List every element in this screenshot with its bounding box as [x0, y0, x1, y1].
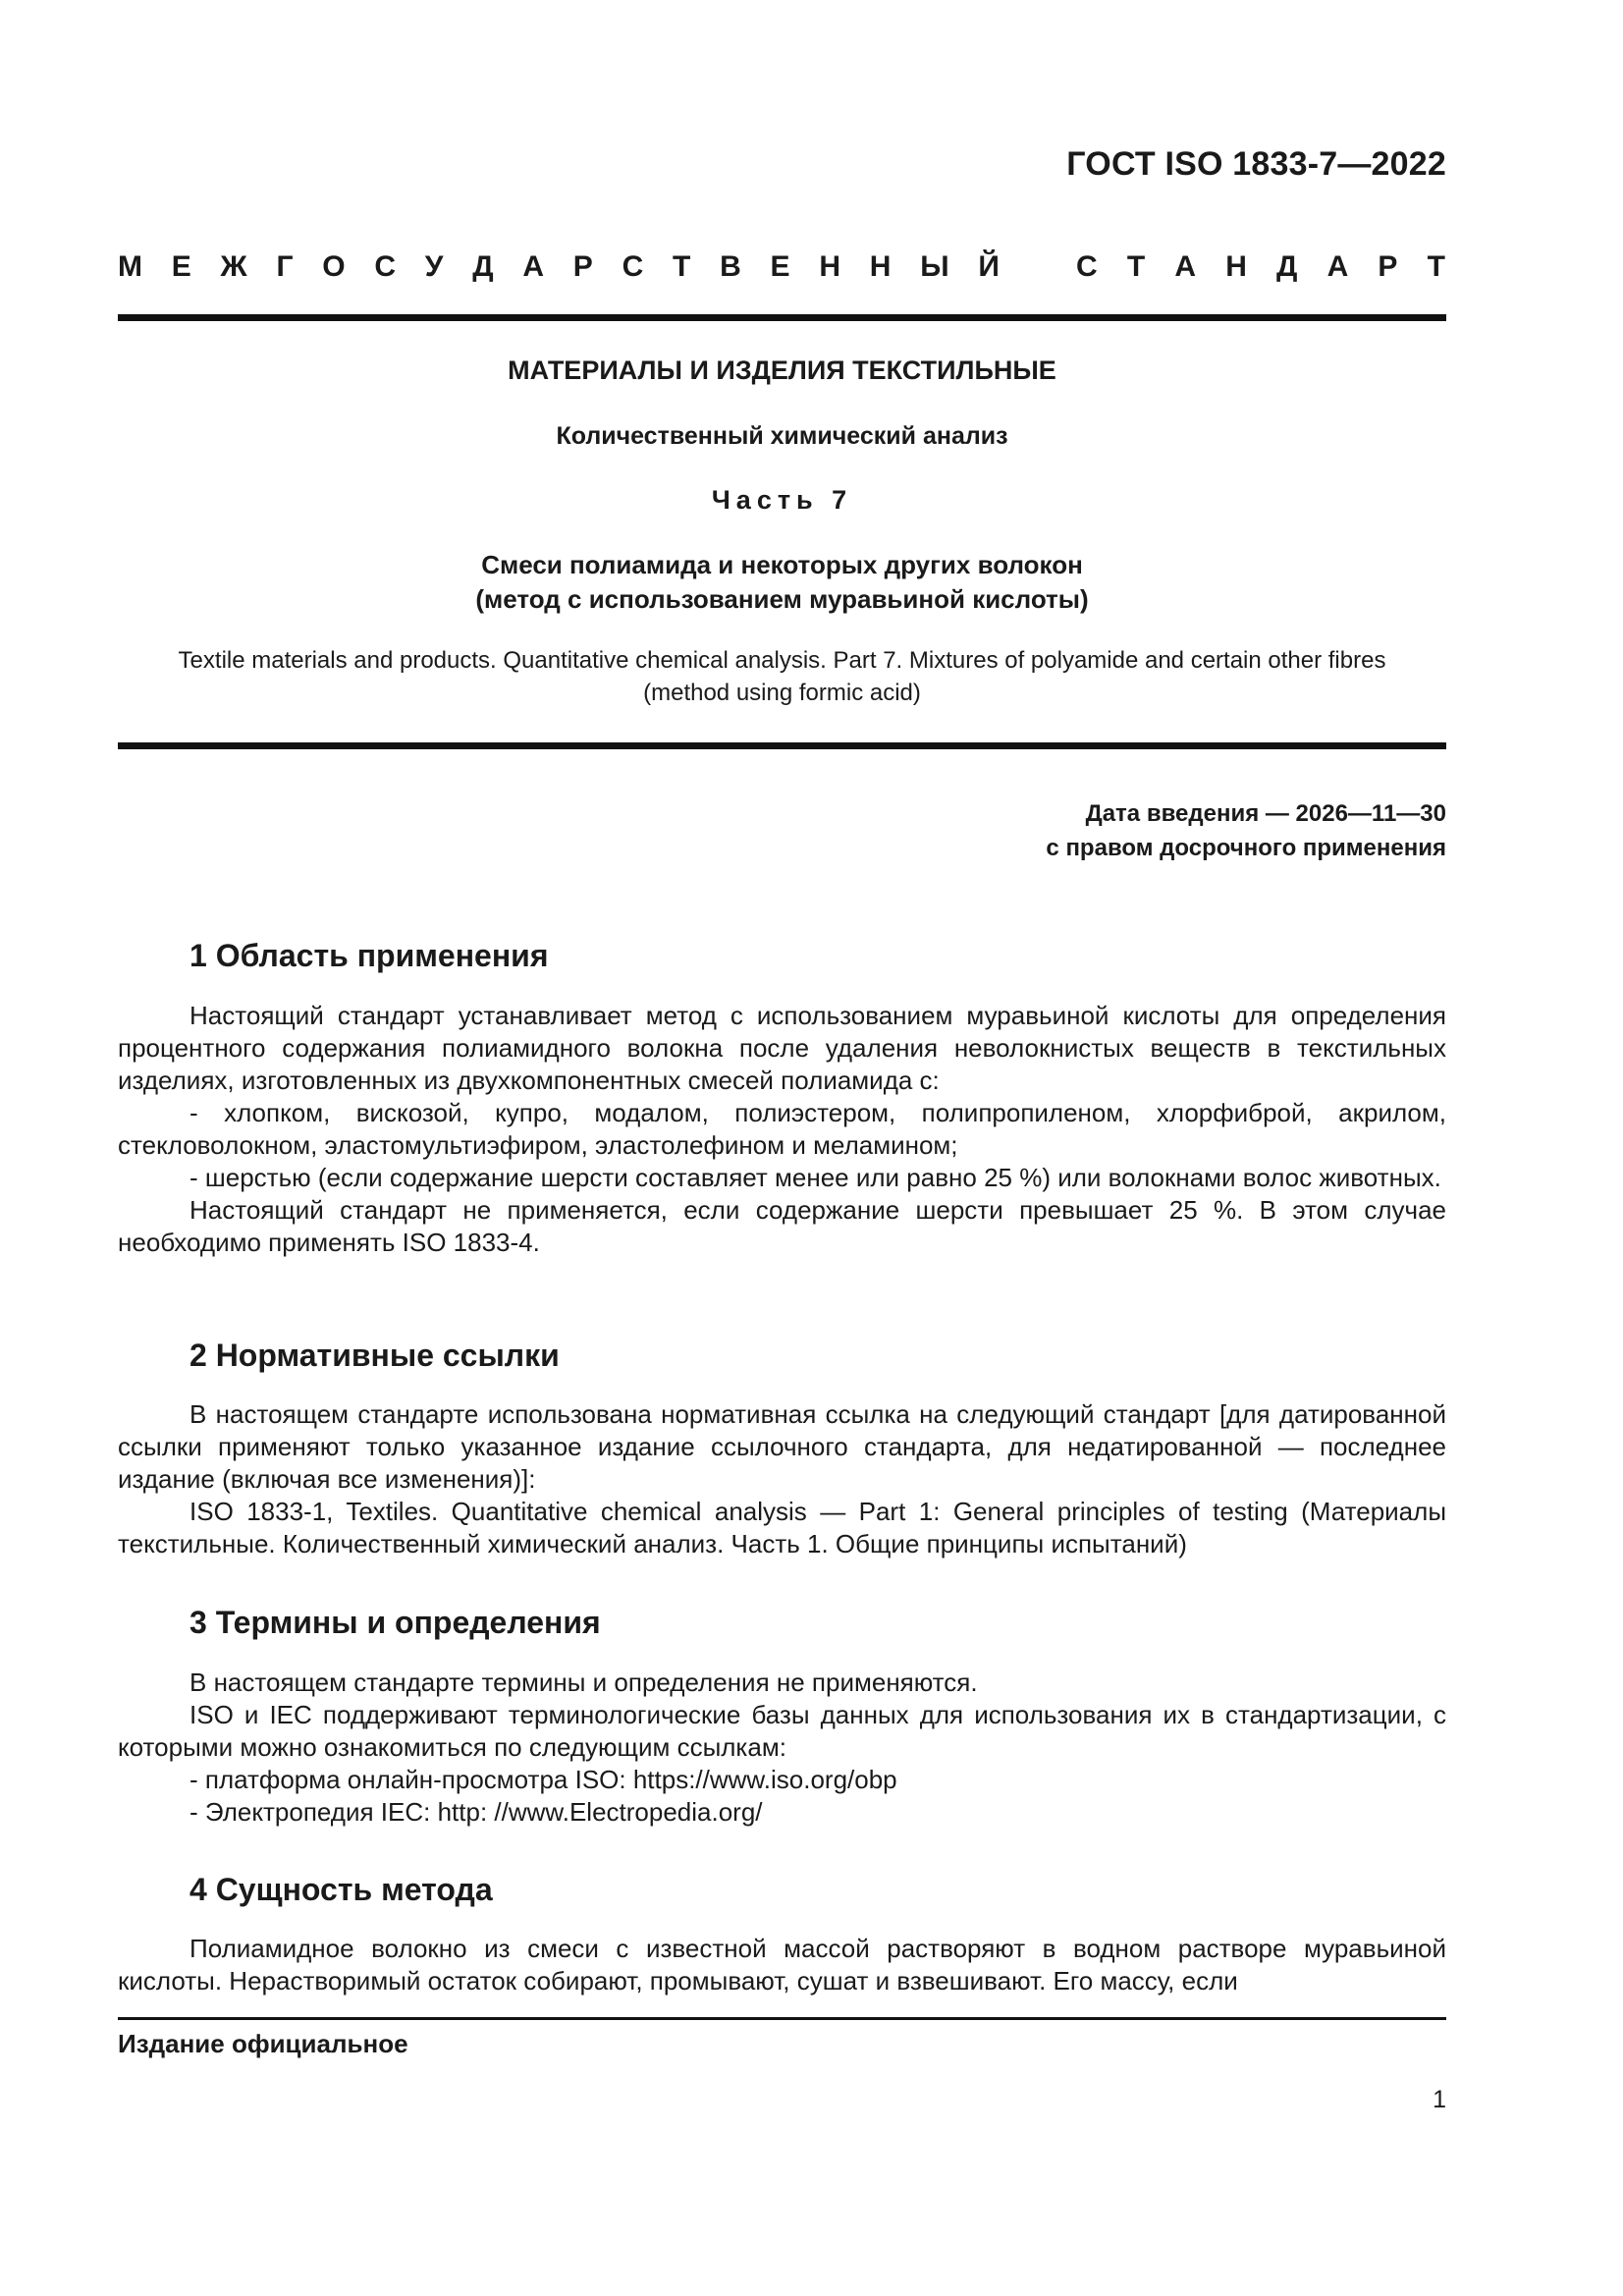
kind-letter: Г: [276, 250, 294, 283]
page-number: 1: [1433, 2086, 1446, 2113]
title-name: [118, 548, 1446, 617]
section-3-heading: 3 Термины и определения: [189, 1605, 601, 1640]
section-3-body: [118, 1667, 1446, 1829]
title-main: МАТЕРИАЛЫ И ИЗДЕЛИЯ ТЕКСТИЛЬНЫЕ: [508, 355, 1056, 385]
paragraph: ISO и IEC поддерживают терминологические базы данных для использования их в стандартизации, с которыми можно ознакомиться по следующим ссылкам:: [118, 1700, 1446, 1762]
kind-letter: Е: [770, 250, 790, 283]
kind-letter: Н: [869, 250, 892, 283]
section-4-heading: 4 Сущность метода: [189, 1872, 493, 1907]
paragraph: Настоящий стандарт устанавливает метод с использованием муравьиной кислоты для определения процентного содержания полиамидного волокна после удаления неволокнистых веществ в текстильных изделиях, изготовленных из двухкомпонентных смесей полиамида с:: [118, 1001, 1446, 1095]
kind-letter: С: [622, 250, 644, 283]
paragraph: ISO 1833-1, Textiles. Quantitative chemical analysis — Part 1: General principles of testing (Материалы текстильные. Количественный химический анализ. Часть 1. Общие принципы испытаний): [118, 1497, 1446, 1558]
title-english-line2: (method using formic acid): [643, 680, 921, 706]
section-2-body: [118, 1398, 1446, 1560]
footer-rule: [118, 2017, 1446, 2020]
list-item: - хлопком, вискозой, купро, модалом, полиэстером, полипропиленом, хлорфиброй, акрилом, стекловолокном, эластомультиэфиром, эластолефином и меламином;: [118, 1098, 1446, 1160]
title-english-line1: Textile materials and products. Quantitative chemical analysis. Part 7. Mixtures of polyamide and certain other fibres: [178, 647, 1386, 674]
kind-letter: У: [424, 250, 444, 283]
kind-letter: М: [118, 250, 142, 283]
kind-letter: Ж: [220, 250, 247, 283]
section-4-body: [118, 1933, 1446, 1997]
standard-designation: ГОСТ ISO 1833-7—2022: [1066, 145, 1446, 183]
kind-letter: С: [1076, 250, 1098, 283]
kind-letter: Й: [978, 250, 1000, 283]
kind-letter: Т: [1427, 250, 1445, 283]
title-sub: Количественный химический анализ: [556, 422, 1008, 450]
introduction-date-line: Дата введения — 2026—11—30: [1085, 800, 1446, 827]
list-item: - платформа онлайн-просмотра ISO: https://www.iso.org/obp: [189, 1765, 897, 1794]
kind-letter: Д: [1276, 250, 1298, 283]
kind-letter: Т: [673, 250, 691, 283]
kind-letter: Р: [572, 250, 593, 283]
title-name-line2: (метод с использованием муравьиной кислоты): [475, 584, 1089, 614]
kind-letter: Н: [1225, 250, 1247, 283]
kind-word-standard: [1076, 250, 1445, 284]
list-item: - Электропедия IEC: http: //www.Electropedia.org/: [189, 1797, 763, 1827]
title-rule: [118, 742, 1446, 749]
standard-kind: [118, 250, 1446, 284]
introduction-date: [1046, 796, 1446, 865]
kind-letter: А: [522, 250, 545, 283]
kind-word-interstate: [118, 250, 1000, 284]
kind-letter: Е: [171, 250, 191, 283]
section-1-heading: 1 Область применения: [189, 938, 549, 973]
title-part: Часть 7: [711, 485, 853, 515]
section-2-heading: 2 Нормативные ссылки: [189, 1338, 560, 1373]
paragraph: Настоящий стандарт не применяется, если содержание шерсти превышает 25 %. В этом случае необходимо применять ISO 1833-4.: [118, 1195, 1446, 1257]
kind-letter: С: [374, 250, 396, 283]
kind-letter: Д: [472, 250, 494, 283]
list-item: - шерстью (если содержание шерсти составляет менее или равно 25 %) или волокнами волос животных.: [189, 1163, 1441, 1192]
paragraph: Полиамидное волокно из смеси с известной массой растворяют в водном растворе муравьиной кислоты. Нерастворимый остаток собирают, промывают, сушат и взвешивают. Его массу, если: [118, 1934, 1446, 1995]
kind-letter: Ы: [920, 250, 949, 283]
section-1-body: [118, 1000, 1446, 1259]
official-edition-label: Издание официальное: [118, 2029, 408, 2058]
kind-letter: В: [720, 250, 741, 283]
kind-letter: Н: [819, 250, 840, 283]
kind-letter: О: [322, 250, 346, 283]
top-rule: [118, 314, 1446, 321]
kind-letter: Т: [1126, 250, 1146, 283]
title-english: [118, 644, 1446, 709]
early-application-line: с правом досрочного применения: [1046, 835, 1446, 861]
paragraph: В настоящем стандарте термины и определения не применяются.: [189, 1667, 978, 1697]
kind-letter: А: [1326, 250, 1349, 283]
title-name-line1: Смеси полиамида и некоторых других волокон: [481, 550, 1083, 579]
paragraph: В настоящем стандарте использована нормативная ссылка на следующий стандарт [для датированной ссылки применяют только указанное издание ссылочного стандарта, для недатированной — последнее издание (включая все изменения)]:: [118, 1399, 1446, 1494]
kind-letter: А: [1174, 250, 1197, 283]
kind-letter: Р: [1378, 250, 1398, 283]
